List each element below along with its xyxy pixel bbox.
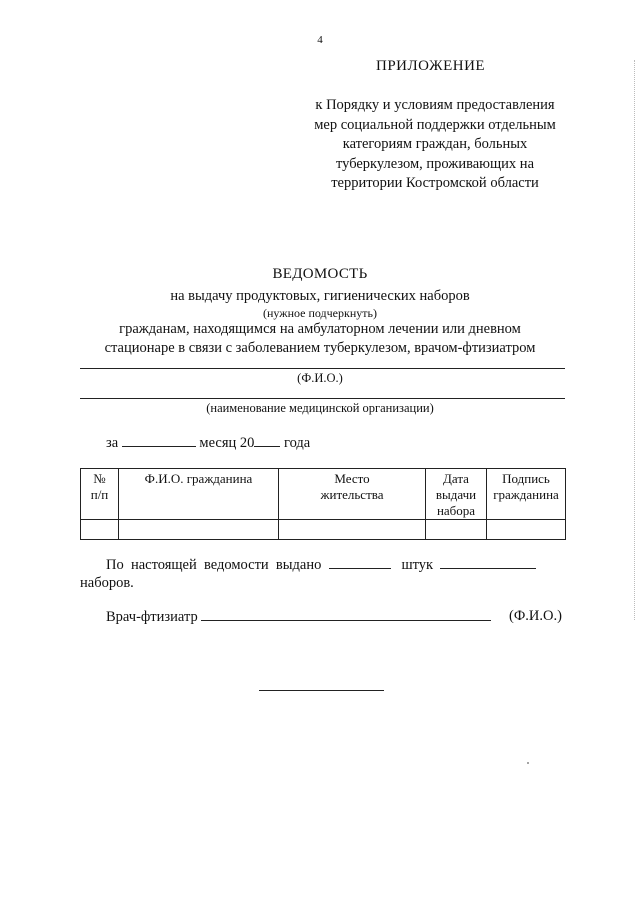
period-line [106, 434, 310, 452]
table-cell-citizen-name[interactable] [119, 520, 279, 540]
page-number: 4 [317, 34, 323, 46]
appendix-line: туберкулезом, проживающих на [335, 155, 534, 172]
statement-title: ВЕДОМОСТЬ [272, 266, 368, 282]
column-header-citizen-name: Ф.И.О. гражданина [119, 469, 279, 520]
table-cell-number[interactable] [81, 520, 119, 540]
quantity-words-blank[interactable] [440, 556, 536, 569]
column-header-signature: Подпись гражданина [487, 469, 566, 520]
table-cell-signature[interactable] [487, 520, 566, 540]
description-line: стационаре в связи с заболеванием туберкулезом, врачом-фтизиатром [104, 340, 536, 356]
description-line: гражданам, находящимся на амбулаторном лечении или дневном [119, 321, 521, 337]
doctor-line [106, 608, 491, 626]
issued-unit: штук [401, 557, 434, 573]
column-header-issue-date: Дата выдачи набора [426, 469, 487, 520]
doctor-fio-caption: (Ф.И.О.) [509, 608, 562, 624]
fio-caption: (Ф.И.О.) [297, 371, 343, 385]
month-blank[interactable] [122, 434, 196, 447]
appendix-line: территории Костромской области [331, 175, 539, 191]
statement-description [60, 320, 580, 358]
table-cell-issue-date[interactable] [426, 520, 487, 540]
appendix-title: ПРИЛОЖЕНИЕ [376, 58, 486, 74]
period-month-word: месяц 20 [199, 435, 255, 451]
period-suffix: года [284, 435, 311, 451]
table-row [81, 520, 566, 540]
fio-fill-line[interactable] [80, 368, 565, 369]
column-header-number: № п/п [81, 469, 119, 520]
doctor-label: Врач-фтизиатр [106, 609, 198, 625]
end-of-document-line [259, 690, 384, 691]
issued-prefix: По настоящей ведомости выдано [106, 557, 322, 573]
underline-note: (нужное подчеркнуть) [263, 306, 377, 320]
statement-subtitle: на выдачу продуктовых, гигиенических наборов [170, 288, 470, 304]
year-blank[interactable] [254, 434, 280, 447]
scan-edge-mark [634, 60, 636, 620]
issued-end: наборов. [80, 575, 134, 591]
table-cell-residence[interactable] [279, 520, 426, 540]
statement-table [80, 468, 566, 540]
scan-speck [527, 762, 529, 764]
organization-caption: (наименование медицинской организации) [206, 401, 434, 415]
quantity-blank[interactable] [329, 556, 391, 569]
appendix-line: к Порядку и условиям предоставления [315, 97, 555, 113]
column-header-residence: Место жительства [279, 469, 426, 520]
issued-line [106, 556, 536, 574]
table-header-row [81, 469, 566, 520]
organization-fill-line[interactable] [80, 398, 565, 399]
appendix-description [290, 96, 580, 194]
doctor-signature-blank[interactable] [201, 608, 491, 621]
period-prefix: за [106, 435, 119, 451]
appendix-line: мер социальной поддержки отдельным [314, 116, 556, 133]
appendix-line: категориям граждан, больных [342, 136, 528, 152]
